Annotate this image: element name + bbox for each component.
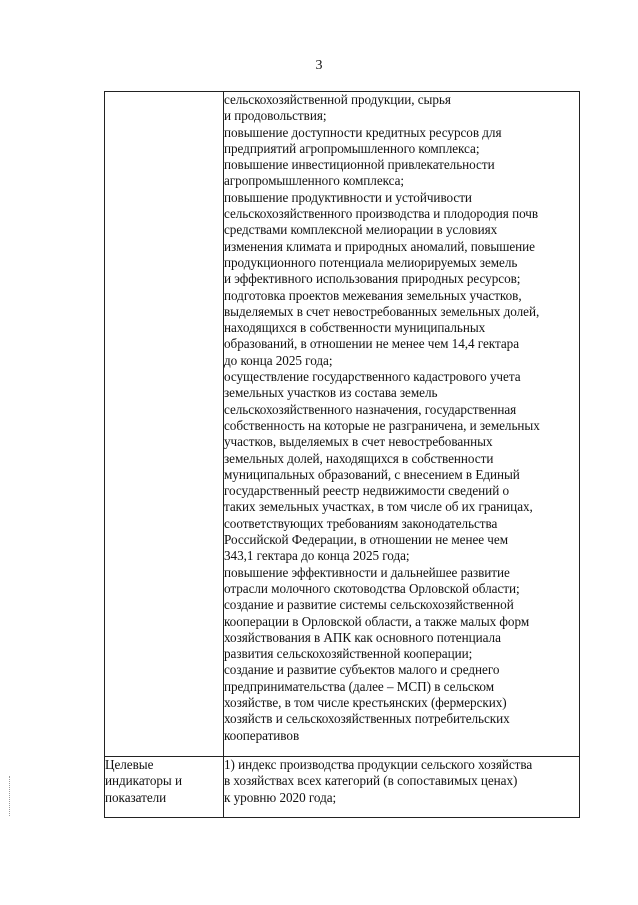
text-line: таких земельных участках, в том числе об их границах, — [224, 499, 533, 515]
text-line: средствами комплексной мелиорации в условиях — [224, 222, 498, 238]
text-line: участков, выделяемых в счет невостребованных — [224, 434, 493, 450]
text-line: выделяемых в счет невостребованных земельных долей, — [224, 303, 540, 319]
text-line: и эффективного использования природных ресурсов; — [224, 271, 521, 287]
text-line: повышение продуктивности и устойчивости — [224, 189, 472, 205]
text-line: государственный реестр недвижимости сведений о — [224, 483, 509, 499]
page-number: 3 — [315, 58, 323, 73]
text-line: создание и развитие субъектов малого и среднего — [224, 662, 500, 678]
row-label-cell — [105, 92, 224, 757]
text-line: кооперации в Орловской области, а также малых форм — [224, 613, 530, 629]
goals-table — [104, 91, 580, 818]
text-line: повышение доступности кредитных ресурсов для — [224, 124, 502, 140]
text-line: к уровню 2020 года; — [224, 789, 337, 805]
text-line: собственность на которые не разграничена, и земельных — [224, 417, 540, 433]
text-line: находящихся в собственности муниципальных — [224, 320, 486, 336]
text-line: отрасли молочного скотоводства Орловской области; — [224, 580, 520, 596]
text-line: продукционного потенциала мелиорируемых земель — [224, 254, 518, 270]
tasks-content-cell — [224, 92, 580, 757]
margin-scan-mark — [9, 776, 12, 816]
text-line: 1) индекс производства продукции сельского хозяйства — [224, 757, 533, 772]
text-line: сельскохозяйственного назначения, государственная — [224, 401, 517, 417]
text-line: до конца 2025 года; — [224, 352, 333, 368]
text-line: создание и развитие системы сельскохозяйственной — [224, 597, 514, 613]
text-line: кооперативов — [224, 727, 300, 743]
text-line: агропромышленного комплекса; — [224, 173, 405, 189]
text-line: показатели — [105, 789, 167, 805]
text-line: подготовка проектов межевания земельных участков, — [224, 287, 522, 303]
target-indicators-label-cell — [105, 757, 224, 818]
text-line: хозяйстве, в том числе крестьянских (фермерских) — [224, 694, 507, 710]
text-line: 343,1 гектара до конца 2025 года; — [224, 548, 410, 564]
text-line: сельскохозяйственного производства и плодородия почв — [224, 206, 539, 222]
text-line: осуществление государственного кадастрового учета — [224, 369, 521, 385]
text-line: изменения климата и природных аномалий, повышение — [224, 238, 535, 254]
text-line: повышение инвестиционной привлекательности — [224, 157, 495, 173]
text-line: Целевые — [105, 757, 154, 772]
text-line: хозяйствования в АПК как основного потенциала — [224, 629, 501, 645]
table-row — [105, 757, 580, 818]
target-indicators-content-cell — [224, 757, 580, 818]
table-row — [105, 92, 580, 757]
text-line: земельных долей, находящихся в собственности — [224, 450, 494, 466]
text-line: земельных участков из состава земель — [224, 385, 438, 401]
text-line: сельскохозяйственной продукции, сырья — [224, 92, 451, 107]
text-line: образований, в отношении не менее чем 14,4 гектара — [224, 336, 519, 352]
text-line: муниципальных образований, с внесением в Единый — [224, 466, 520, 482]
text-line: в хозяйствах всех категорий (в сопоставимых ценах) — [224, 773, 518, 789]
text-line: повышение эффективности и дальнейшее развитие — [224, 564, 510, 580]
text-line: развития сельскохозяйственной кооперации; — [224, 646, 473, 662]
text-line: и продовольствия; — [224, 108, 327, 124]
text-line: Российской Федерации, в отношении не менее чем — [224, 532, 508, 548]
text-line: предприятий агропромышленного комплекса; — [224, 140, 480, 156]
text-line: соответствующих требованиям законодательства — [224, 515, 498, 531]
text-line: предпринимательства (далее – МСП) в сельском — [224, 678, 495, 694]
text-line: хозяйств и сельскохозяйственных потребительских — [224, 711, 510, 727]
text-line: индикаторы и — [105, 773, 182, 789]
